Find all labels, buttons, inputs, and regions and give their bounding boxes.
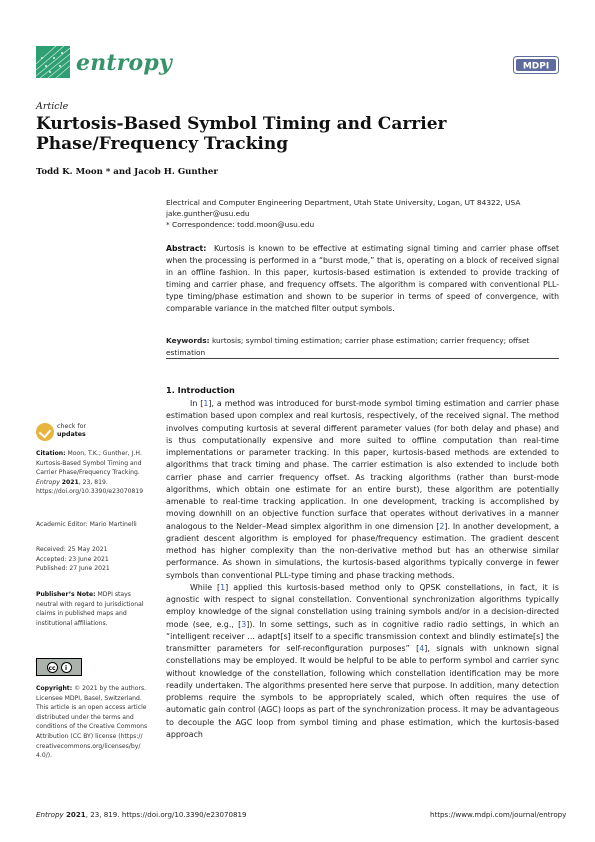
abstract-text: Kurtosis is known to be effective at estimating signal timing and carrier phase offset when the processing is performed in a “burst mode,” that is, operating on a block of received signal in an offline fashion. In this paper, kurtosis-based estimation is extended to provide tracking of timing and carrier phase, and frequency offsets. The algorithm is compared with conventional PLL-type timing/phase estimation and shown to be superior in terms of speed of convergence, with comparable variance in the matched filter output symbols. [166,244,559,313]
svg-text:MDPI: MDPI [522,61,550,72]
keywords [166,335,566,359]
author-email[interactable]: jake.gunther@usu.edu [166,209,250,218]
abstract-label: Abstract: [166,244,207,253]
correspondence-line: * Correspondence: todd.moon@usu.edu [166,220,315,229]
section-heading: 1. Introduction [166,385,235,395]
cc-icon: cc [47,662,58,673]
abstract [166,243,559,315]
citation-link[interactable]: 1 [203,399,209,408]
citation-link[interactable]: 1 [220,582,226,592]
citation-block: Citation: Moon, T.K.; Gunther, J.H. Kurtosis-Based Symbol Timing and Carrier Phase/Frequency Tracking. Entropy 2021, 23, 819. https://doi.org/10.3390/e23070819 [36,450,144,496]
dates-block [36,545,154,574]
citation-link[interactable]: 4 [419,644,425,653]
footer-citation: Entropy 2021, 23, 819. https://doi.org/10.3390/e23070819 [36,810,247,819]
check-icon [36,423,54,441]
accepted-date: Accepted: 23 June 2021 [36,555,109,563]
citation-label: Citation: [36,450,66,457]
affiliation [166,197,566,230]
attribution-icon: i [61,662,72,673]
affiliation-line: Electrical and Computer Engineering Department, Utah State University, Logan, UT 84322, USA [166,198,521,207]
journal-logo [36,46,70,78]
mdpi-logo [513,56,559,74]
keywords-text: kurtosis; symbol timing estimation; carrier phase estimation; carrier frequency; offset estimation [166,336,530,357]
copyright-block: Copyright: © 2021 by the authors. Licensee MDPI, Basel, Switzerland. This article is an open access article distributed under the terms and conditions of the Creative Commons Attribution (CC BY) license (https:// creativecommons.org/licenses/by/ 4.0/). [36,685,148,760]
keywords-label: Keywords: [166,336,210,345]
article-type: Article [36,101,69,112]
cc-by-license-badge[interactable] [36,658,82,676]
journal-name: entropy [76,50,172,76]
citation-link[interactable]: 2 [439,521,445,531]
published-date: Published: 27 June 2021 [36,565,110,573]
received-date: Received: 25 May 2021 [36,546,108,553]
academic-editor: Academic Editor: Mario Martinelli [36,521,137,528]
author-list: Todd K. Moon * and Jacob H. Gunther [36,167,218,177]
citation-link[interactable]: 3 [241,619,247,629]
divider [166,358,559,359]
body-text [166,398,559,741]
publisher-note: Publisher’s Note: MDPI stays neutral with regard to jurisdictional claims in published maps and institutional affiliations. [36,591,144,627]
paragraph: In [1], a method was introduced for burst-mode symbol timing estimation and carrier phase estimation based upon complex and real kurtosis, respectively, of the received signal. The method involves computing kurtosis at several different parameter values (for both delay and phase) and is thus computationally expensive and more suited to offline computation than real-time implementations or parameter tracking. In this paper, kurtosis-based methods are extended to algorithms that track timing and phase. The carrier estimation is also extended to include both carrier phase and carrier frequency offset. As tracking algorithms (rather than burst-mode algorithms, which obtain one estimate for an entire burst), these algorithm are potentially amenable to real-time tracking application. In one development, tracking is accomplished by moving downhill on an objective function surface that operates without derivatives in a manner analogous to the Nelder–Mead simplex algorithm in one dimension [2]. In another development, a gradient descent algorithm is employed for phase/frequency estimation. The gradient descent method has higher complexity than the non-derivative method but has an otherwise similar performance. As shown in simulations, the kurtosis-based algorithms typically converge in fewer symbols than conventional PLL-type timing and phase tracking methods. [166,399,559,580]
check-for-updates-button[interactable]: check for updates [36,421,108,443]
paragraph: While [1] applied this kurtosis-based method only to QPSK constellations, in fact, it is agnostic with respect to signal constellation. Conventional synchronization algorithms typically employ knowledge of the signal constellation using training symbols and/or in a decision-directed mode (see, e.g., [3]). In some settings, such as in cognitive radio radio settings, in which an “intelligent receiver ... adapt[s] itself to a specific transmission context and blindly estimate[s] the transmitter parameters for self-reconfiguration purposes” [4], signals with unknown signal constellations may be employed. It would be helpful to be able to perform symbol and carrier sync without knowledge of the constellation, following which constellation identification may be more readily undertaken. The algorithms presented here serve that purpose. In addition, many detection problems require the symbols to be appropriately scaled, which often requires the use of automatic gain control (AGC) loops as part of the synchronization process. It may be advantageous to decouple the AGC loop from symbol timing and phase estimation, which the kurtosis-based approach [166,582,560,739]
page-title: Kurtosis-Based Symbol Timing and Carrier Phase/Frequency Tracking [36,114,447,154]
journal-url-link[interactable]: https://www.mdpi.com/journal/entropy [430,810,567,819]
